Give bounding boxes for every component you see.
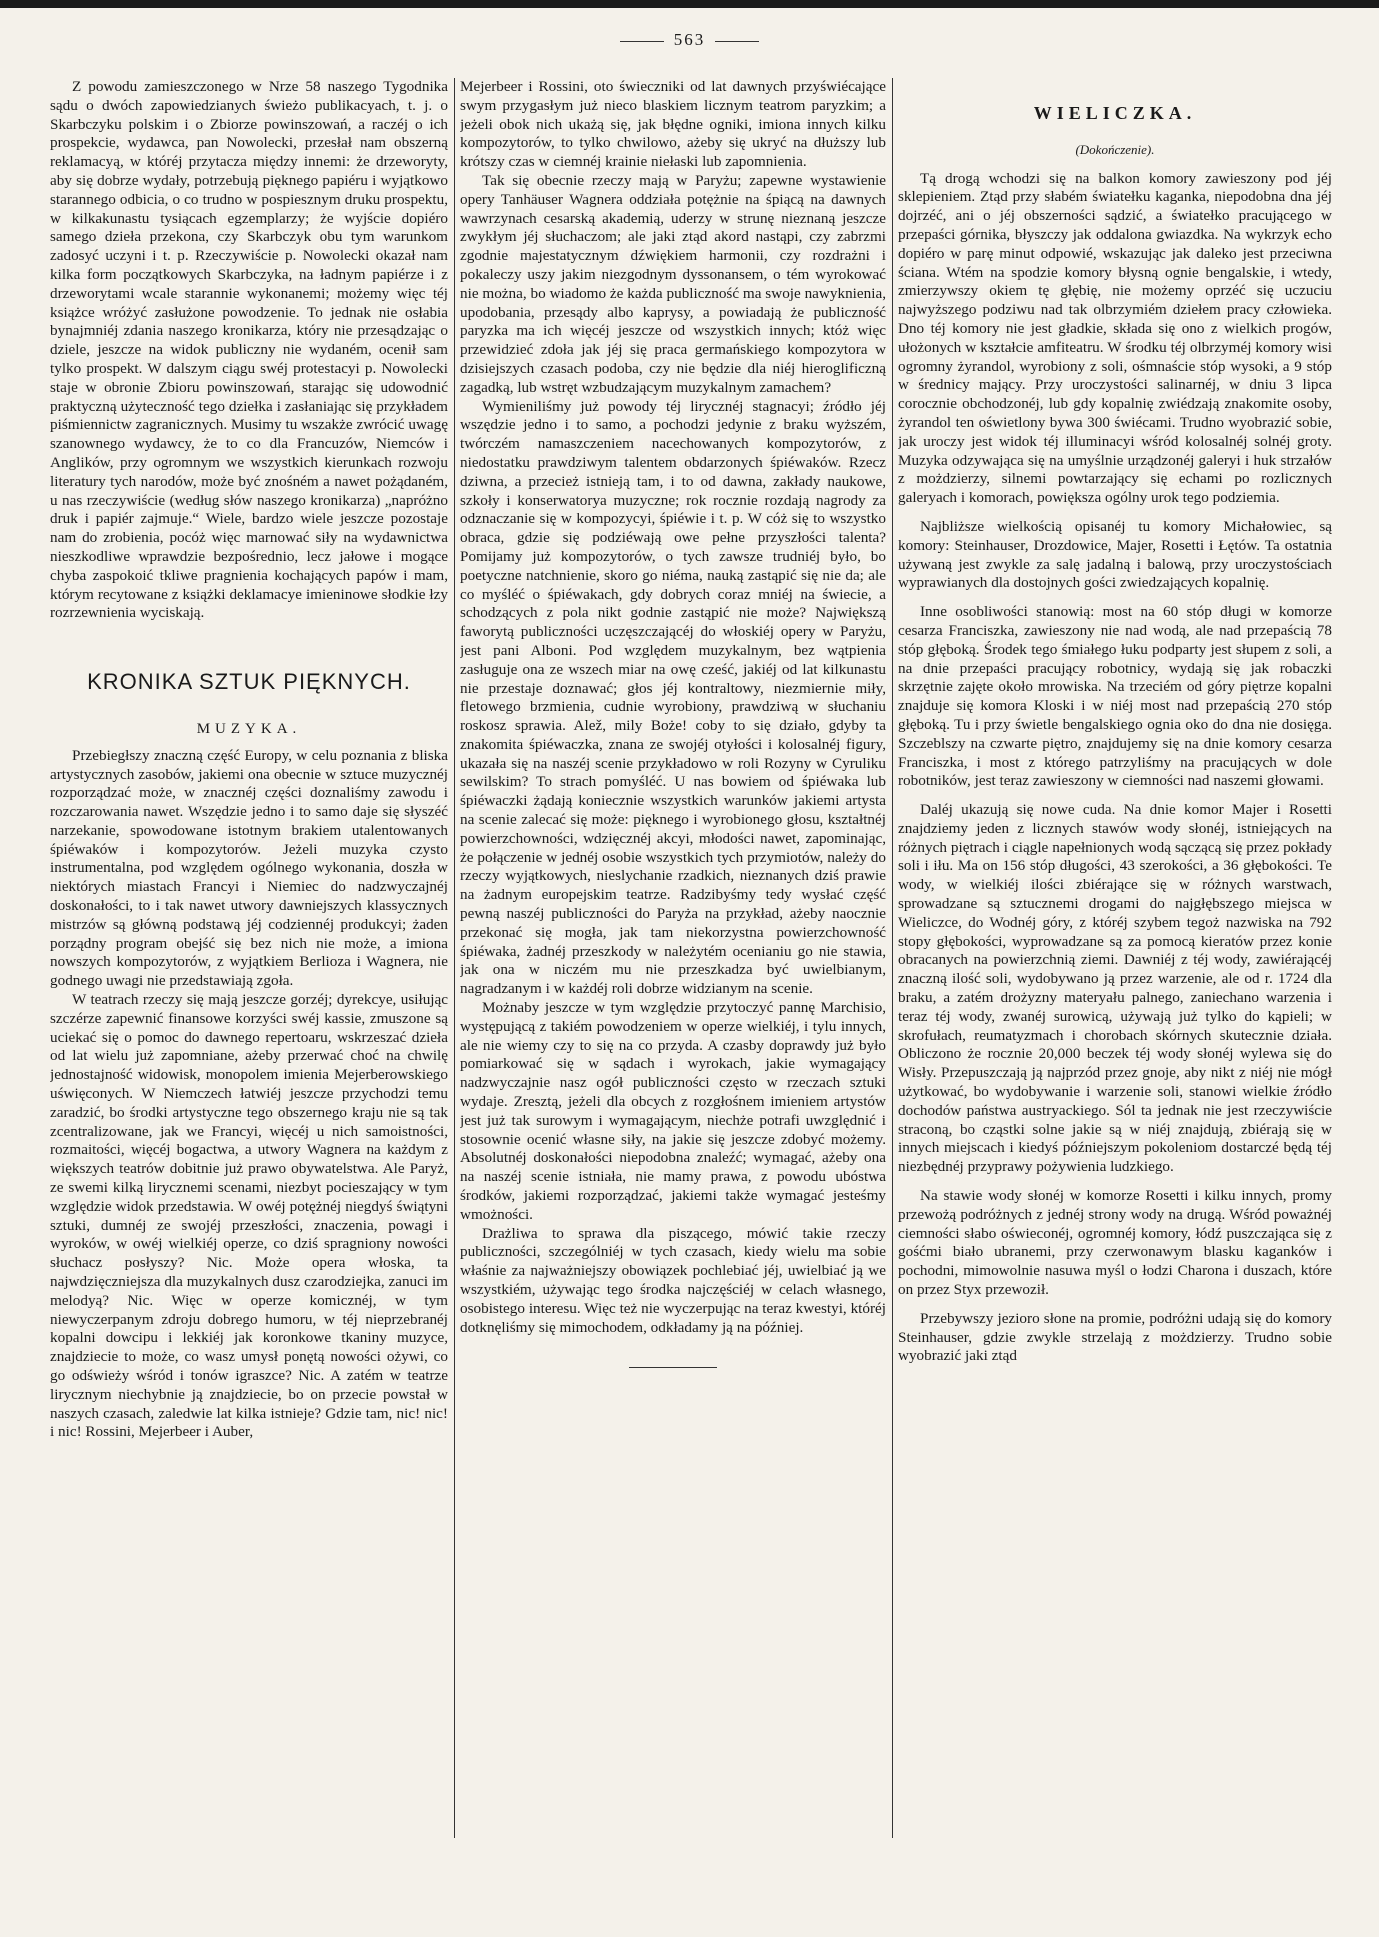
section-title: KRONIKA SZTUK PIĘKNYCH. xyxy=(87,669,411,695)
paragraph: Możnaby jeszcze w tym względzie przytoczyć pannę Marchisio, występującą z takiém powodzeniem w operze wielkiéj, i tylu innych, ale nie wiemy czy to się na co przyda. A czasby doprawdy już było pomiarkować się w sądach i wyrokach, jakie wymagający nadzwyczajnie nasz ogół publiczności często w rzeczach sztuki wydaje. Zresztą, jeżeli dla obcych z rozgłośnem imieniem artystów jest już tak surowym i wymagającym, niechże potrafi uwzględnić i stosownie ocenić własne siły, na jakie się jeszcze zdobyć możemy. Absolutnéj doskonałości niepodobna znaleźć; wymagać, ażeby ona na naszéj scenie istniała, nie mamy prawa, z powodu ubóstwa środków, jakiemi rozporządzać, jakiemi także wymagać jesteśmy wmożności. xyxy=(460,999,886,1223)
page-number-dash-right xyxy=(715,41,759,42)
paragraph: Inne osobliwości stanowią: most na 60 stóp długi w komorze cesarza Franciszka, zawieszony nie nad wodą, ale nad przepaścią 78 stóp głęboką. Środek tego śmiałego łuku podparty jest słupem z soli, a na dnie przepaści pracujący robotnicy, wydają się jak robaczki skrzętnie zajęte około mrowiska. Na trzeciém od góry piętrze kopalni znajduje się komora Kloski i w niéj most nad przepaścią 270 stóp głęboką. Tu i przy świetle bengalskiego ognia oko do dna nie dosięga. Szczeblszy na czwarte piętro, znajdujemy się na dnie komory cesarza Franciszka, i most z którego patrzyliśmy na pracujących w dole robotników, jest teraz zawieszony w ciemności nad naszemi głowami. xyxy=(898,603,1332,790)
article-subtitle: (Dokończenie). xyxy=(1075,141,1155,157)
column-3 xyxy=(898,78,1332,1918)
paragraph: Wymieniliśmy już powody téj lirycznéj stagnacyi; źródło jéj wszędzie jedno i to samo, a pochodzi jedynie z braku wyższém, twórczém namaszczeniem nacechowanych kompozytorów, z niedostatku prawdziwym talentem obdarzonych śpiéwaków. Rzecz dziwna, a przecież istnieją tam, i to od dawna, zakłady naukowe, szkoły i konserwatorya muzyczne; rok rocznie rozdają nagrody za odznaczanie się w kompozycyi, śpiéwie i t. p. W cóż się to wszystko obraca, gdzie się podziéwają owe pełne przyszłości talenta? Pomijamy już kompozytorów, o tych zawsze trudniéj było, bo poetyczne natchnienie, skoro go niéma, nauką zastąpić się nie da; ale co myśléć o śpiéwakach, gdy dobrych coraz mniéj na świecie, a schodzących z pola nikt godnie zastąpić nie może? Największą faworytą publiczności uczęszczającéj do włoskiéj opery w Paryżu, jest pani Alboni. Pod względem muzykalnym, bez wątpienia zasługuje ona ze wszech miar na owę cześć, jakiéj od lat kilkunastu nie przestaje doznawać; głos jéj kontraltowy, niezmiernie miły, fletowego brzmienia, cudnie wyrobiony, prawdziwą w słuchaniu roskosz sprawia. Alež, mily Boże! coby to się działo, gdyby ta znakomita śpiéwaczka, znana ze swojéj otyłości i kolosalnéj figury, ukazała się na naszéj scenie przykładowo w roli Rozyny w Cyruliku sewilskim? To strach pomyśléć. U nas bowiem od śpiéwaka lub śpiéwaczki żądają koniecznie wszystkich warunków jakiemi artysta na scenie zalecać się może: pięknego i wyrobionego głosu, kształtnéj powierzchowności, wdzięcznéj akcyi, młodości nawet, zapominając, że połączenie w jednéj osobie wszystkich tych przymiotów, należy do rzeczy wyjątkowych, nieslychanie rzadkich, nieznanych dziś prawie na żadnym europejskim teatrze. Radzibyśmy tedy wysłać część pewną naszéj publiczności do Paryża na przykład, ażeby naocznie przekonać się mogła, jak tam niekorzystna powierzchowność śpiéwaka, żadnéj przeszkody w należytém ocenianiu go nie stawia, jak ona w niczém mu nie przeszkadza być uwielbianym, nagradzanym i w każdéj roli dobrze widzianym na scenie. xyxy=(460,397,886,998)
paragraph: Przebiegłszy znaczną część Europy, w celu poznania z bliska artystycznych zasobów, jakiemi ona obecnie w sztuce muzycznéj rozporządzać może, w znacznéj części doznaliśmy zawodu i rozczarowania nawet. Wszędzie jedno i to samo daje się słyszéć narzekanie, spowodowane istotnym brakiem utalentowanych śpiéwaków i kompozytorów. Jeżeli muzyka czysto instrumentalna, pod względem ogólnego wykonania, doszła w niektórych miastach Francyi i Niemiec do nadzwyczajnéj doskonałości, to i tak nawet utwory dawniejszych klassycznych mistrzów są główną podstawą jéj codziennéj produkcyi; żaden porządny program obejść się bez nich nie może, a imiona nowszych kompozytorów, z wyjątkiem Berlioza i Wagnera, nie godnego uwagi nie przedstawiają zgoła. xyxy=(50,746,448,990)
column-2 xyxy=(460,78,886,1918)
paragraph: Tą drogą wchodzi się na balkon komory zawieszony pod jéj sklepieniem. Ztąd przy słabém światełku kaganka, niepodobna dna jéj dojrzéć, ani o jéj obszerności sądzić, a światełko pracującego w przepaści górnika, błyszczy jak oddalona gwiazdka. Na wykrzyk echo dopiéro w parę minut odpowié, wskazując jak daleko jest przeciwna ściana. Wtém na spodzie komory błysną ognie bengalskie, i wtedy, zmierzywszy okiem tę głębię, nie możemy oprzéć się uczuciu najwyższego podziwu nad tak olbrzymiém dziełem pracy człowieka. Dno téj komory nie jest gładkie, składa się ono z wielkich progów, ułożonych w kształcie amfiteatru. W środku téj olbrzyméj komory wisi ogromny żyrandol, wyrobiony z soli, ośmnaście stóp wysoki, a 9 stóp w średnicy mający. Przy uroczystości salinarnéj, w dniu 3 lipca corocznie obchodzonéj, lub gdy kopalnię zwiédzają znakomite osoby, żyrandol ten oświetlony bywa 300 świécami. Trudno wyobrazić sobie, jak uroczy jest widok téj illuminacyi wśród kolosalnéj solnéj groty. Muzyka odzywająca się na umyślnie urządzonéj galeryi i huk strzałów z możdzierzy, silnemi powtarzający się echami po rozlicznych galeryach i komorach, powiększa ogólny urok tego podziemia. xyxy=(898,169,1332,507)
article-title: WIELICZKA. xyxy=(1033,103,1197,123)
column-1 xyxy=(50,78,448,1918)
paragraph: W teatrach rzeczy się mają jeszcze gorzéj; dyrekcye, usiłując szczérze zapewnić finansowe korzyści swéj kassie, zmuszone są uciekać się o pomoc do dawnego repertoaru, wskrzeszać dzieła od lat wielu już zapomniane, ażeby przerwać choć na chwilę jednostajność widowisk, monopolem imienia Mejerberowskiego uświęconych. W Niemczech łatwiéj jeszcze przychodzi temu zaradzić, bo środki artystyczne tego obszernego kraju nie są tak zcentralizowane, jak we Francyi, więcéj u nich samoistności, rozmaitości, więcéj bogactwa, a utwory Wagnera na każdym z większych teatrów dobitnie już prawo obywatelstwa. Ale Paryż, ze swemi kilką lirycznemi scenami, niezbyt pocieszający w tym względzie widok przedstawia. W owéj potężnéj niegdyś świątyni sztuki, dumnéj ze swojéj przeszłości, znaczenia, powagi i wyroków, w owéj wielkiéj operze, co dziś spragniony nowości słuchacz posłyszy? Nic. Może opera włoska, ta najwdzięczniejsza dla muzykalnych dusz czarodziejka, zanuci im melodyą? Nic. Więc w operze komicznéj, w tym niewyczerpanym zdroju dobrego humoru, w téj nieprzebranéj kopalni dowcipu i lekkiéj jak koronkowe tkaniny muzyce, znajdziecie to może, co wasz umysł ponętą nowości ożywi, co go odświeży wśród i tonów igraszce? Nic. A zatém w teatrze lirycznym niechybnie ją znajdziecie, bo on przecie powstał w naszych czasach, zaledwie lat kilka istnieje? Gdzie tam, nic! nic! i nic! Rossini, Mejerbeer i Auber, xyxy=(50,991,448,1441)
page-number-dash-left xyxy=(620,41,664,42)
top-border xyxy=(0,0,1379,8)
paragraph: Mejerbeer i Rossini, oto świeczniki od lat dawnych przyświécające swym przygasłym już nieco blaskiem licznym teatrom paryzkim; a jeżeli obok nich ukażą się, jak błędne ogniki, imiona innych kilku kompozytorów, to tylko chwilowo, ażeby się ukryć na dłuższy lub krótszy czas w ciemnéj krainie niełaski lub zapomnienia. xyxy=(460,78,886,171)
paragraph: Na stawie wody słonéj w komorze Rosetti i kilku innych, promy przewożą podróżnych z jednéj strony wody na drugą. Wśród poważnéj ciemności słabo oświeconéj, ogromnéj komory, łódź puszczająca się z gośćmi biało ubranemi, przy czerwonawym blasku kaganków i pochodni, mimowolnie nasuwa myśl o łodzi Charona i duszach, które on przez Styx przewoził. xyxy=(898,1187,1332,1299)
paragraph: Drażliwa to sprawa dla piszącego, mówić takie rzeczy publiczności, szczególniéj w tych czasach, kiedy wielu ma sobie właśnie za najważniejszy obowiązek pochlebiać jéj, uwielbiać ją we wszystkiém, używając tego środka najczęściéj w celach własnego, osobistego interesu. Więc też nie wyczerpując na teraz kwestyi, któréj dotknęliśmy się mimochodem, odkładamy ją na później. xyxy=(460,1224,886,1336)
paragraph: Daléj ukazują się nowe cuda. Na dnie komor Majer i Rosetti znajdziemy jeden z licznych stawów wody słonéj, istniejących na różnych piętrach i ciągle napełnionych wodą sączącą się przez pokłady soli i iłu. Ma on 156 stóp długości, 43 szerokości, a 36 głębokości. Te wody, w wielkiéj ilości zbiérające się w różnych warstwach, sprowadzane są sztucznemi drogami do najgłębszego miejsca w Wieliczce, do Wodnéj góry, z któréj szybem tegoż nazwiska na 792 stopy głębokości, wyprowadzane są za pomocą kieratów przez konie obracanych na powierzchnią ziemi. Dawniéj z téj wody, zawiérającéj znaczną ilość soli, wydobywano ją przez warzenie, ale od r. 1724 dla braku, a zatém drożyzny materyału palnego, zaniechano warzenia i teraz téj wody, zwanéj surowicą, używają już tylko do kąpieli; w skrofułach, reumatyzmach i chorobach skórnych skutecznie działa. Obliczono że rocznie 20,000 beczek téj wody słonéj wylewa się do Wisły. Przepuszczają ją najprzód przez gnoje, aby nikt z niéj nie mógł użytkować, bo wydobywanie i warzenie soli, stanowi wielkie źródło dochodów państwa austryackiego. Sól ta jednak nie jest rzeczywiście straconą, bo cząstki solne jakie są w niéj znajdują, zbiérają się w innych miejscach i kiedyś późniejszym pokoleniom dostarczé będą téj niezbędnéj przyprawy pożywienia ludzkiego. xyxy=(898,801,1332,1176)
column-rule-right xyxy=(892,78,893,1838)
page-number xyxy=(0,30,1379,50)
paragraph: Tak się obecnie rzeczy mają w Paryżu; zapewne wystawienie opery Tanhäuser Wagnera oddziała potężnie na śpiącą na dawnych wawrzynach cesarską akademią, uderzy w strunę nieznaną jeszcze zwykłym jéj słuchaczom; ale jaki ztąd akord nastąpi, czy zabrzmi zgodnie majestatycznym dźwiękiem harmonii, czy rozdrażni i pokaleczy uszy jakim niezgodnym dyssonansem, o tém wyrokować nie można, bo wiadomo że każda publiczność ma swoje nawyknienia, upodobania, przesądy albo kaprysy, a powiadają że publiczność paryzka ma ich więcéj jeszcze od wszystkich innych; któż więc przewidzieć zdoła jak jéj się praca germańskiego kompozytora w dzisiejszych czasach podoba, czy nie będzie dla niéj hieroglificzną zagadką, lub wstręt wzbudzającym muzykalnym zamachem? xyxy=(460,171,886,396)
end-rule xyxy=(629,1367,717,1368)
paragraph: Z powodu zamieszczonego w Nrze 58 naszego Tygodnika sądu o dwóch zapowiedzianych świeżo publikacyach, t. j. o Skarbczyku polskim i o Zbiorze powinszowań, a raczéj o ich prospekcie, wydawca, pan Nowolecki, przesłał nam obszerną reklamacyą, w któréj przytacza między innemi: że drzeworyty, aby się dobrze wydały, potrzebują pięknego papiéru i wyjątkowo starannego odbicia, o co trudno w pospiesznym druku prospektu, w kilkakunastu tysiącach egzemplarzy; że wyjście dopiéro samego dzieła przekona, czy Skarbczyk obu tym warunkom zadosyć uczyni i t. p. Rzeczywiście p. Nowolecki okazał nam kilka form początkowych Skarbczyka, na ładnym papiérze i z drzeworytami wcale starannie wykonanemi; możemy więc téj książce wróżyć zasłużone powodzenie. To jednak nie osłabia bynajmniéj zdania naszego kronikarza, który nie przesądzając o dziele, jeszcze na widok publiczny nie wydaném, ocenił sam tylko prospekt. W dalszym ciągu swéj protestacyi p. Nowolecki staje w obronie Zbioru powinszowań, starając się udowodnić praktyczną użyteczność tego dziełka i zasłaniając się przykładem piśmiennictw zagranicznych. Musimy tu wszakże zwrócić uwagę szanownego wydawcy, że to co dla Francuzów, Niemców i Anglików, przy ogromnym we wszystkich kierunkach rozwoju literatury tych narodów, może być znośném a nawet pożądaném, u nas rzeczywiście (według słów naszego kronikarza) „napróżno druk i papiér zajmuje.“ Wiele, bardzo wiele jeszcze pozostaje nam do zrobienia, pocóż więc marnować siły na wydawnictwa nieszkodliwe wprawdzie bezpośrednio, lecz jałowe i mogące chyba zaspokoić tkliwe pragnienia kochających papów i mam, którym recytowane z książki deklamacye imieninowe słodkie łzy rozrzewnienia wyciskają. xyxy=(50,78,448,622)
page-number-value: 563 xyxy=(673,30,706,49)
subsection-title: MUZYKA. xyxy=(196,720,302,737)
column-rule-left xyxy=(454,78,455,1838)
paragraph: Najbliższe wielkością opisanéj tu komory Michałowiec, są komory: Steinhauser, Drozdowice, Majer, Rosetti i Łętów. Ta ostatnia używaną jest zwykle za salę jadalną i balową, przy uroczystościach wyprawianych dla dostojnych gości zwiedzających kopalnię. xyxy=(898,517,1332,592)
paragraph: Przebywszy jezioro słone na promie, podróżni udają się do komory Steinhauser, gdzie zwykle strzelają z możdzierzy. Trudno sobie wyobrazić jaki ztąd xyxy=(898,1309,1332,1365)
